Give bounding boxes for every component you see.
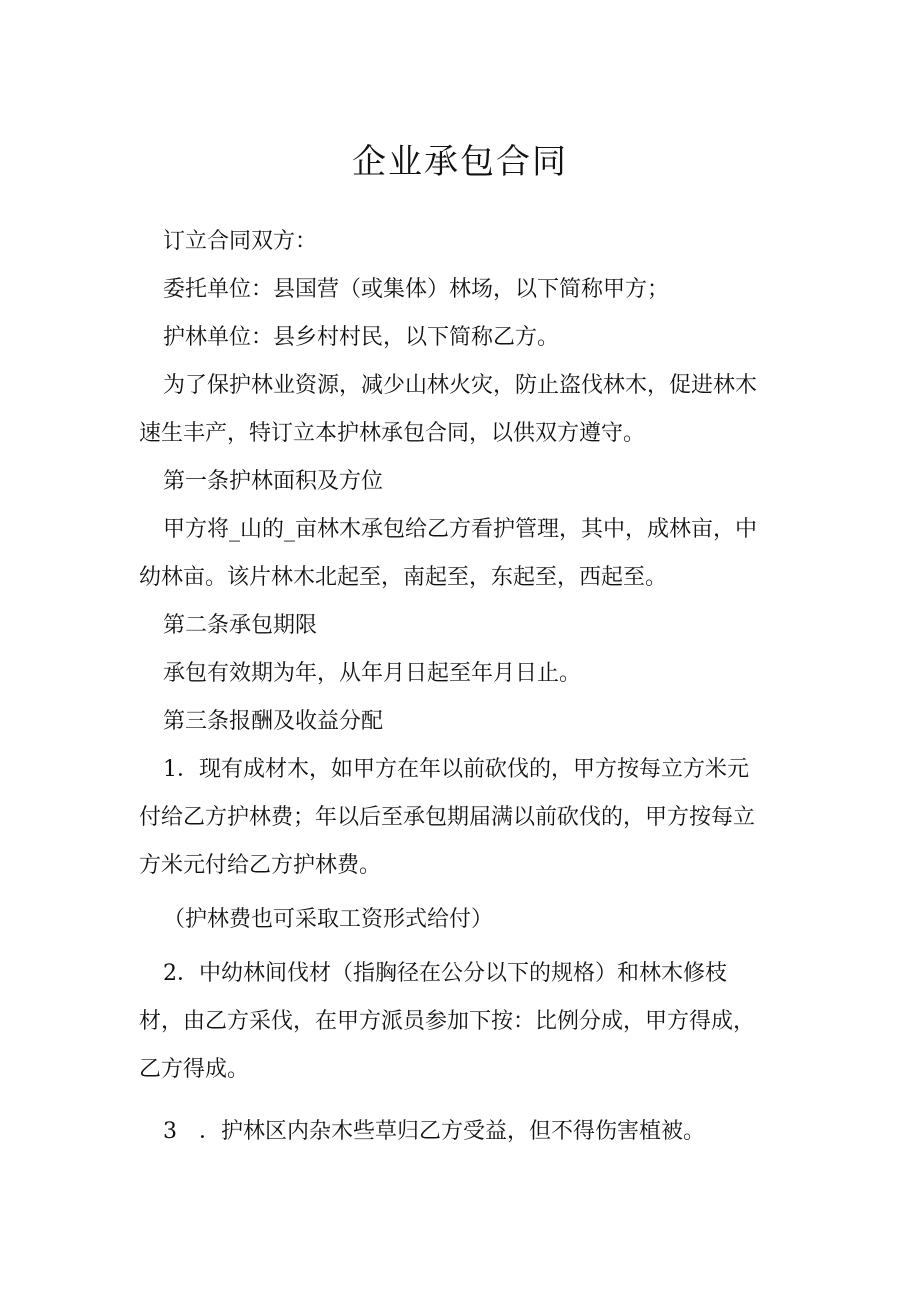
article-three-heading: 第三条报酬及收益分配: [163, 709, 384, 734]
document-title: 企业承包合同: [352, 142, 568, 182]
paragraph-line: 1．现有成材木，如甲方在年以前砍伐的，甲方按每立方米元: [163, 757, 749, 782]
article-one-heading: 第一条护林面积及方位: [163, 469, 384, 494]
paragraph-area: [139, 506, 799, 602]
paragraph-term: 承包有效期为年，从年月日起至年月日止。: [163, 661, 582, 686]
clause-2: [139, 950, 799, 1094]
paragraph-line: 材，由乙方采伐，在甲方派员参加下按：比例分成，甲方得成，: [139, 1009, 756, 1034]
paragraph-line: 乙方得成。: [139, 1057, 250, 1082]
paragraph-line: 甲方将_山的_亩林木承包给乙方看护管理，其中，成林亩，中: [163, 517, 758, 542]
paragraph-parties-heading: 订立合同双方：: [163, 229, 318, 254]
paragraph-line: 付给乙方护林费；年以后至承包期届满以前砍伐的，甲方按每立: [139, 805, 756, 830]
clause-3: 3 ．护林区内杂木些草归乙方受益，但不得伤害植被。: [163, 1119, 705, 1144]
paragraph-line: 方米元付给乙方护林费。: [139, 853, 382, 878]
paragraph-party-b: 护林单位：县乡村村民，以下简称乙方。: [163, 325, 560, 350]
paragraph-party-a: 委托单位：县国营（或集体）林场，以下简称甲方；: [163, 277, 670, 302]
article-two-heading: 第二条承包期限: [163, 613, 318, 638]
paragraph-line: 为了保护林业资源，减少山林火灾，防止盗伐林木，促进林木: [163, 373, 758, 398]
paragraph-line: 速生丰产，特订立本护林承包合同，以供双方遵守。: [139, 421, 646, 446]
note-wage-form: （护林费也可采取工资形式给付）: [163, 907, 494, 932]
paragraph-line: 2．中幼林间伐材（指胸径在公分以下的规格）和林木修枝: [163, 961, 727, 986]
clause-1: [139, 746, 799, 890]
paragraph-purpose: [139, 362, 799, 458]
paragraph-line: 幼林亩。该片林木北起至，南起至，东起至，西起至。: [139, 565, 668, 590]
document-body: [139, 218, 799, 1156]
